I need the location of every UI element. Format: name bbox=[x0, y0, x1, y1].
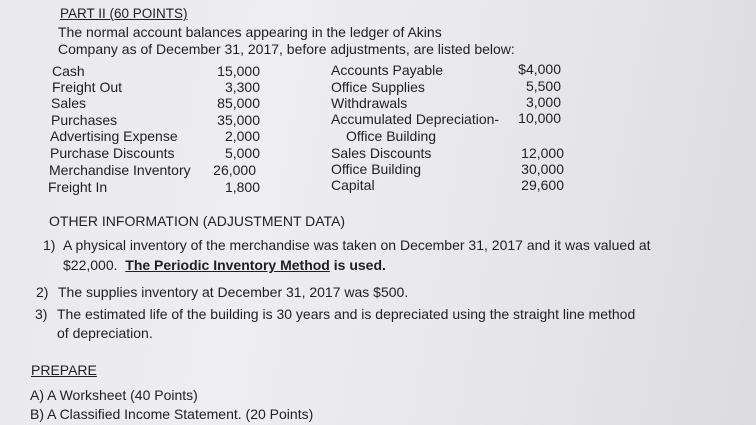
ledger-amount: 29,600 bbox=[521, 177, 564, 193]
ledger-account: Office Building bbox=[331, 161, 422, 177]
inventory-value: $22,000. bbox=[63, 257, 118, 273]
item-text: The estimated life of the building is 30 years and is depreciated using the straight line method bbox=[57, 306, 636, 322]
ledger-account: Accounts Payable bbox=[331, 62, 444, 78]
ledger-amount: 12,000 bbox=[521, 145, 564, 161]
intro-line-1: The normal account balances appearing in the ledger of Akins bbox=[58, 24, 442, 40]
item-number: 3) bbox=[35, 306, 48, 322]
ledger-account: Sales bbox=[51, 95, 87, 111]
ledger-account: Freight Out bbox=[52, 79, 123, 95]
item-text-line-2 bbox=[63, 257, 386, 273]
other-info-heading: OTHER INFORMATION (ADJUSTMENT DATA) bbox=[49, 213, 346, 229]
item-text-line-2: of depreciation. bbox=[57, 325, 153, 341]
periodic-method-emphasis: The Periodic Inventory Method bbox=[125, 257, 330, 273]
ledger-amount: 15,000 bbox=[217, 63, 260, 79]
ledger-account: Advertising Expense bbox=[50, 128, 178, 144]
method-suffix: is used. bbox=[333, 257, 386, 273]
ledger-account: Office Supplies bbox=[331, 79, 425, 95]
ledger-account: Purchase Discounts bbox=[50, 145, 175, 161]
part-title: PART II (60 POINTS) bbox=[60, 6, 188, 21]
prepare-heading: PREPARE bbox=[31, 362, 97, 378]
ledger-amount: 5,000 bbox=[224, 145, 260, 161]
item-number: 2) bbox=[36, 284, 49, 300]
ledger-account: Freight In bbox=[48, 179, 108, 195]
ledger-amount: 3,300 bbox=[224, 79, 260, 95]
ledger-amount: 2,000 bbox=[224, 128, 260, 144]
ledger-account-continuation: Office Building bbox=[346, 128, 437, 144]
ledger-amount: 26,000 bbox=[213, 162, 256, 178]
ledger-account: Withdrawals bbox=[331, 95, 408, 111]
prepare-item: B) A Classified Income Statement. (20 Points) bbox=[30, 406, 314, 422]
ledger-amount: 85,000 bbox=[217, 95, 260, 111]
ledger-amount: 30,000 bbox=[521, 161, 564, 177]
ledger-account: Accumulated Depreciation- bbox=[331, 111, 500, 127]
ledger-amount: 35,000 bbox=[217, 112, 260, 128]
item-number: 1) bbox=[43, 237, 56, 253]
item-text: A physical inventory of the merchandise was taken on December 31, 2017 and it was valued at bbox=[63, 237, 651, 253]
item-text: The supplies inventory at December 31, 2017 was $500. bbox=[58, 284, 409, 300]
ledger-account: Capital bbox=[331, 177, 375, 193]
prepare-item: A) A Worksheet (40 Points) bbox=[30, 387, 198, 403]
intro-line-2: Company as of December 31, 2017, before adjustments, are listed below: bbox=[58, 41, 515, 57]
ledger-amount: 10,000 bbox=[518, 110, 561, 126]
ledger-account: Sales Discounts bbox=[331, 145, 432, 161]
ledger-account: Cash bbox=[52, 63, 85, 79]
ledger-amount: 1,800 bbox=[224, 179, 260, 195]
ledger-amount: 3,000 bbox=[525, 94, 561, 110]
ledger-account: Purchases bbox=[51, 112, 118, 128]
ledger-account: Merchandise Inventory bbox=[49, 162, 191, 178]
ledger-amount: 5,500 bbox=[525, 78, 561, 94]
ledger-amount: $4,000 bbox=[518, 61, 561, 77]
